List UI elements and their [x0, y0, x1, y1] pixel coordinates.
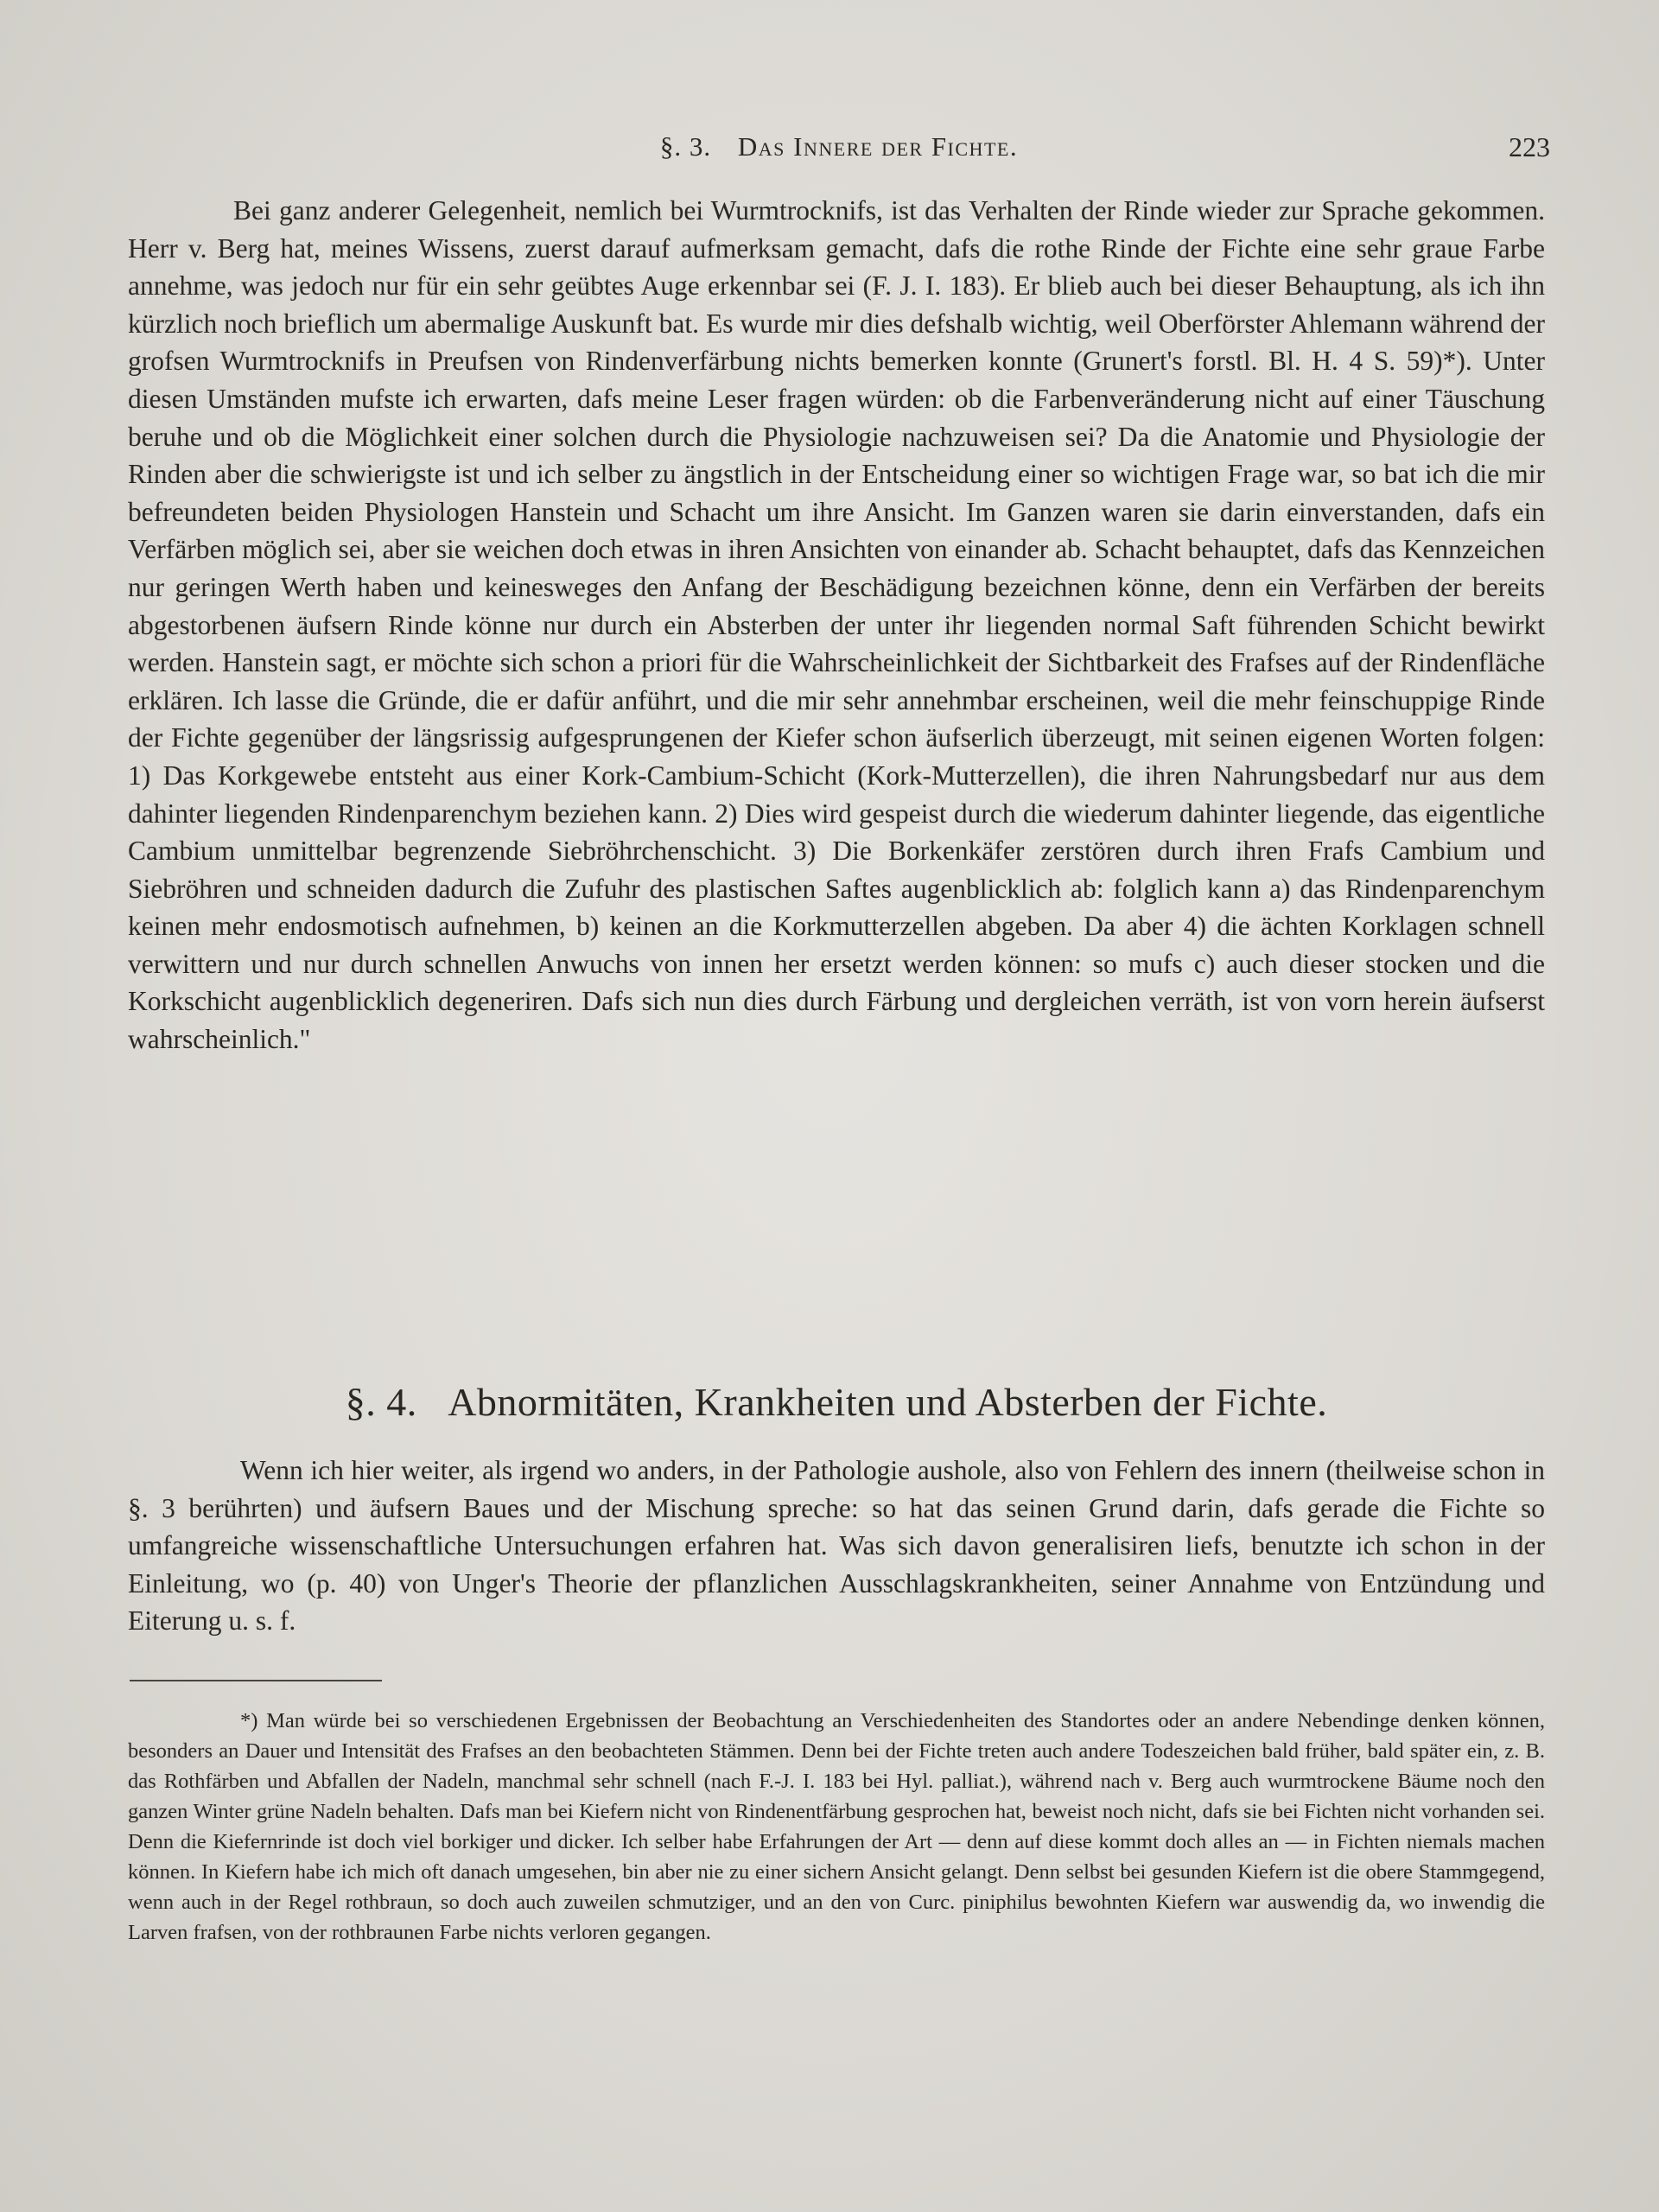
section-heading-title: Abnormitäten, Krankheiten und Absterben der Fichte. — [448, 1380, 1328, 1424]
page-number: 223 — [1509, 131, 1550, 162]
footnote-block — [128, 1706, 1545, 1948]
body-paragraph: Bei ganz anderer Gelegenheit, nemlich bei Wurmtrocknifs, ist das Verhalten der Rinde wieder zur Sprache gekommen. Herr v. Berg hat, meines Wissens, zuerst darauf aufmerksam gemacht, dafs die rothe Rinde der Fichte eine sehr graue Farbe annehme, was jedoch nur für ein sehr geübtes Auge erkennbar sei (F. J. I. 183). Er blieb auch bei dieser Behauptung, als ich ihn kürzlich noch brieflich um abermalige Auskunft bat. Es wurde mir dies defshalb wichtig, weil Oberförster Ahlemann während der grofsen Wurmtrocknifs in Preufsen von Rindenverfärbung nichts bemerken konnte (Grunert's forstl. Bl. H. 4 S. 59)*). Unter diesen Umständen mufste ich erwarten, dafs meine Leser fragen würden: ob die Farbenveränderung nicht auf einer Täuschung beruhe und ob die Möglichkeit einer solchen durch die Physiologie nachzuweisen sei? Da die Anatomie und Physiologie der Rinden aber die schwierigste ist und ich selber zu ängstlich in der Entscheidung einer so wichtigen Frage war, so bat ich die mir befreundeten beiden Physiologen Hanstein und Schacht um ihre Ansicht. Im Ganzen waren sie darin einverstanden, dafs ein Verfärben möglich sei, aber sie weichen doch etwas in ihren Ansichten von einander ab. Schacht behauptet, dafs das Kennzeichen nur geringen Werth haben und keinesweges den Anfang der Beschädigung bezeichnen könne, denn ein Verfärben der bereits abgestorbenen äufsern Rinde könne nur durch ein Absterben der unter ihr liegenden normal Saft führenden Schicht bewirkt werden. Hanstein sagt, er möchte sich schon a priori für die Wahrscheinlichkeit der Sichtbarkeit des Frafses auf der Rindenfläche erklären. Ich lasse die Gründe, die er dafür anführt, und die mir sehr annehmbar erscheinen, weil die mehr feinschuppige Rinde der Fichte gegenüber der längsrissig aufgesprungenen der Kiefer schon äufserlich überzeugt, mit seinen eigenen Worten folgen: 1) Das Korkgewebe entsteht aus einer Kork-Cambium-Schicht (Kork-Mutterzellen), die ihren Nahrungsbedarf nur aus dem dahinter liegenden Rindenparenchym beziehen kann. 2) Dies wird gespeist durch die wiederum dahinter liegende, das eigentliche Cambium unmittelbar begrenzende Siebröhrchenschicht. 3) Die Borkenkäfer zerstören durch ihren Frafs Cambium und Siebröhren und schneiden dadurch die Zufuhr des plastischen Saftes augenblicklich ab: folglich kann a) das Rindenparenchym keinen mehr endosmotisch aufnehmen, b) keinen an die Korkmutterzellen abgeben. Da aber 4) die ächten Korklagen schnell verwittern und nur durch schnellen Anwuchs von innen her ersetzt werden können: so mufs c) auch dieser stocken und die Korkschicht augenblicklich degeneriren. Dafs sich nun dies durch Färbung und dergleichen verräth, ist von vorn herein äufserst wahrscheinlich." — [128, 195, 1545, 1055]
header-caption: Das Innere der Fichte. — [737, 131, 1019, 162]
footnote-divider — [130, 1680, 382, 1681]
header-section-number: §. 3. — [659, 131, 712, 162]
section-heading — [128, 1379, 1545, 1425]
section-heading-number: §. 4. — [345, 1380, 417, 1424]
main-text-block — [128, 192, 1545, 1058]
header-title — [128, 131, 1550, 162]
section-paragraph: Wenn ich hier weiter, als irgend wo anders, in der Pathologie aushole, also von Fehlern des innern (theilweise schon in §. 3 berührten) und äufsern Baues und der Mischung spreche: so hat das seinen Grund darin, dafs gerade die Fichte so umfangreiche wissenschaftliche Untersuchungen erfahren hat. Was sich davon generalisiren liefs, benutzte ich schon in der Einleitung, wo (p. 40) von Unger's Theorie der pflanzlichen Ausschlagskrankheiten, seiner Annahme von Entzündung und Eiterung u. s. f. — [128, 1455, 1545, 1637]
footnote-paragraph: *) Man würde bei so verschiedenen Ergebnissen der Beobachtung an Verschiedenheiten des Standortes oder an andere Nebendinge denken können, besonders an Dauer und Intensität des Frafses an den beobachteten Stämmen. Denn bei der Fichte treten auch andere Todeszeichen bald früher, bald später ein, z. B. das Rothfärben und Abfallen der Nadeln, manchmal sehr schnell (nach F.-J. I. 183 bei Hyl. palliat.), während nach v. Berg auch wurmtrockene Bäume noch den ganzen Winter grüne Nadeln behalten. Dafs man bei Kiefern nicht von Rindenentfärbung gesprochen hat, beweist noch nicht, dafs sie bei Fichten nicht vorhanden sei. Denn die Kiefernrinde ist doch viel borkiger und dicker. Ich selber habe Erfahrungen der Art — denn auf diese kommt doch alles an — in Fichten niemals machen können. In Kiefern habe ich mich oft danach umgesehen, bin aber nie zu einer sichern Ansicht gelangt. Denn selbst bei gesunden Kiefern ist die obere Stammgegend, wenn auch in der Regel rothbraun, so doch auch zuweilen schmutziger, und an den von Curc. piniphilus bewohnten Kiefern war auswendig da, wo inwendig die Larven frafsen, von der rothbraunen Farbe nichts verloren gegangen. — [128, 1709, 1545, 1944]
running-header — [128, 131, 1550, 175]
section-text-block — [128, 1452, 1545, 1640]
